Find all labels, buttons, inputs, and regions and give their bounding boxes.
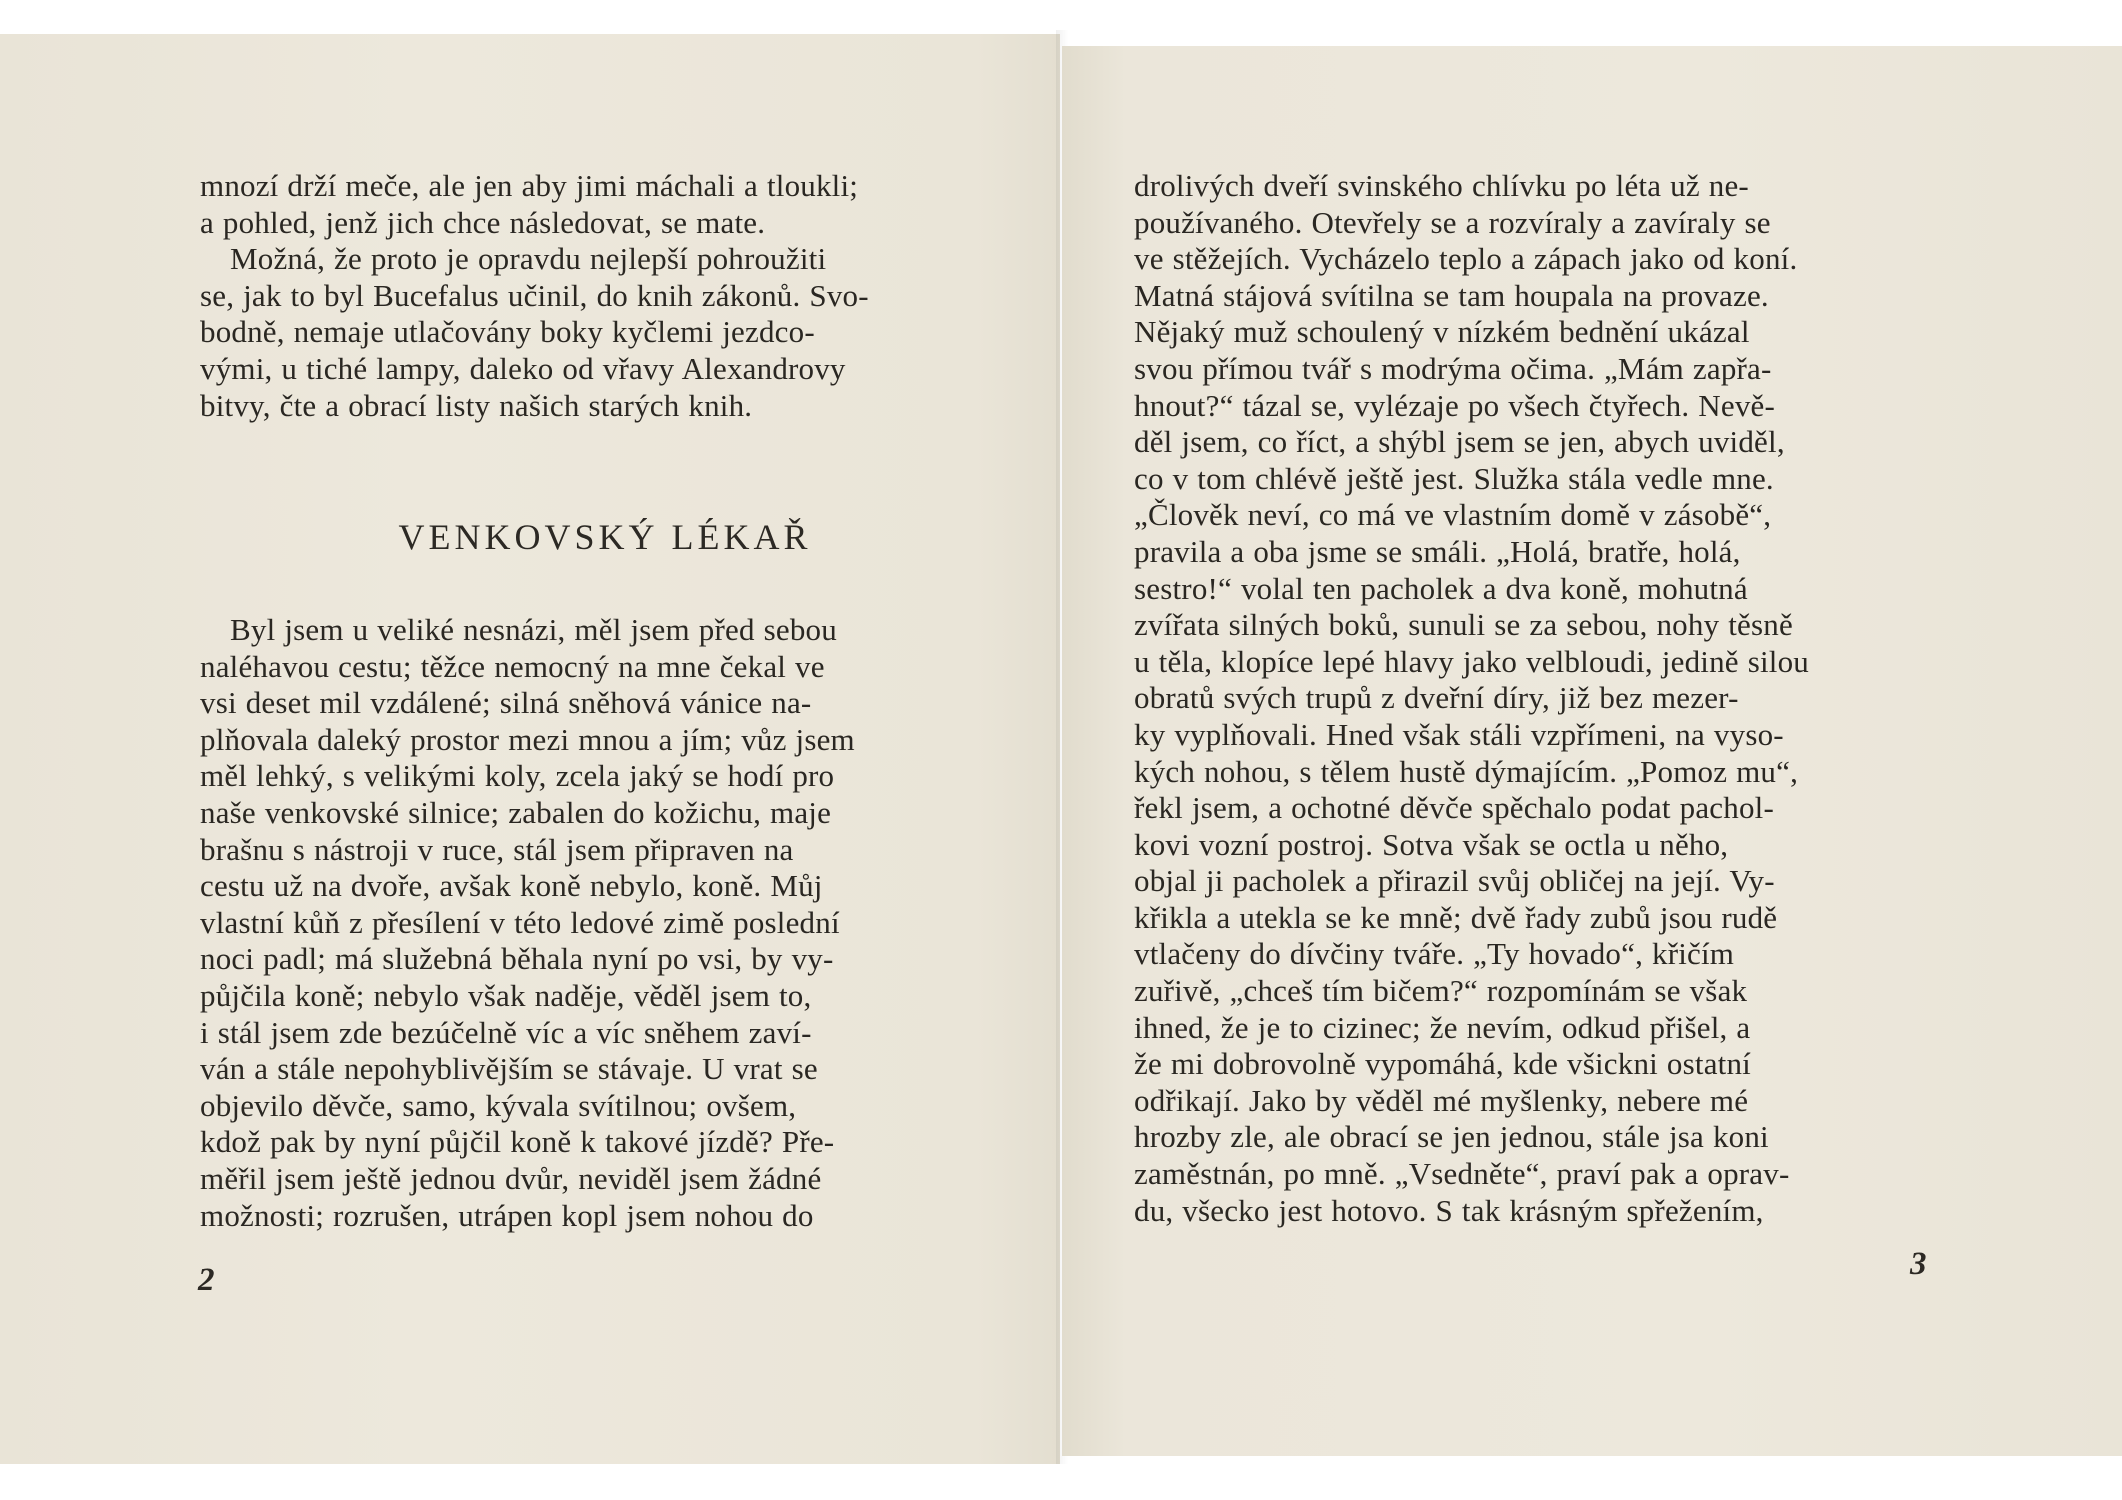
text-line: brašnu s nástroji v ruce, stál jsem připraven na [200, 831, 794, 867]
text-line: co v tom chlévě ještě jest. Služka stála vedle mne. [1134, 460, 1774, 496]
text-line: mnozí drží meče, ale jen aby jimi máchali a tloukli; [200, 168, 859, 203]
text-line: a pohled, jenž jich chce následovat, se mate. [200, 204, 766, 240]
text-line: ihned, že je to cizinec; že nevím, odkud přišel, a [1134, 1009, 1751, 1045]
text-line: se, jak to byl Bucefalus učinil, do knih zákonů. Svo- [200, 277, 869, 313]
text-line: kovi vozní postroj. Sotva však se octla u něho, [1134, 826, 1729, 862]
text-line: bitvy, čte a obrací listy našich starých knih. [200, 387, 753, 423]
page-number-left: 2 [198, 1262, 215, 1298]
text-line: i stál jsem zde bezúčelně víc a víc sněhem zaví- [200, 1014, 812, 1050]
text-line: objal ji pacholek a přirazil svůj obličej na její. Vy- [1134, 863, 1775, 899]
text-line: hnout?“ tázal se, vylézaje po všech čtyřech. Nevě- [1134, 387, 1775, 423]
text-line: půjčila koně; nebylo však naděje, věděl jsem to, [200, 977, 812, 1013]
text-line: zvířata silných boků, sunuli se za sebou, nohy těsně [1134, 607, 1793, 643]
text-line: noci padl; má služebná běhala nyní po vsi, by vy- [200, 941, 834, 977]
text-line: cestu už na dvoře, avšak koně nebylo, koně. Můj [200, 868, 823, 904]
text-line: děl jsem, co říct, a shýbl jsem se jen, abych uviděl, [1134, 424, 1785, 460]
text-line: křikla a utekla se ke mně; dvě řady zubů jsou rudě [1134, 899, 1778, 935]
text-line: ky vyplňovali. Hned však stáli vzpřímeni, na vyso- [1134, 716, 1784, 752]
text-line: hrozby zle, ale obrací se jen jednou, stále jsa koni [1134, 1119, 1769, 1155]
text-line: Byl jsem u veliké nesnázi, měl jsem před sebou [230, 612, 837, 647]
text-line: že mi dobrovolně vypomáhá, kde všickni ostatní [1134, 1046, 1751, 1082]
text-line: Možná, že proto je opravdu nejlepší pohroužiti [230, 241, 827, 277]
text-line: kdož pak by nyní půjčil koně k takové jízdě? Pře- [200, 1124, 835, 1160]
text-line: odřikají. Jako by věděl mé myšlenky, nebere mé [1134, 1082, 1749, 1118]
text-line: bodně, nemaje utlačovány boky kyčlemi jezdco- [200, 314, 815, 350]
text-line: ván a stále nepohyblivějším se stávaje. U vrat se [200, 1051, 818, 1087]
text-line: kých nohou, s tělem hustě dýmajícím. „Pomoz mu“, [1134, 753, 1799, 789]
text-line: obratů svých trupů z dveřní díry, již bez mezer- [1134, 680, 1739, 716]
left-page-story-text [200, 612, 1010, 1234]
text-line: používaného. Otevřely se a rozvíraly a zavíraly se [1134, 204, 1771, 240]
left-page-intro-text [200, 168, 1010, 424]
text-line: vlastní kůň z přesílení v této ledové zimě poslední [200, 904, 840, 940]
chapter-heading: VENKOVSKÝ LÉKAŘ [398, 517, 812, 557]
text-line: objevilo děvče, samo, kývala svítilnou; ovšem, [200, 1087, 797, 1123]
right-page [1062, 46, 2122, 1456]
text-line: možnosti; rozrušen, utrápen kopl jsem nohou do [200, 1197, 814, 1233]
text-line: zaměstnán, po mně. „Vsedněte“, praví pak a oprav- [1134, 1156, 1790, 1192]
text-line: plňovala daleký prostor mezi mnou a jím; vůz jsem [200, 721, 855, 757]
text-line: měřil jsem ještě jednou dvůr, neviděl jsem žádné [200, 1160, 822, 1196]
text-line: vými, u tiché lampy, daleko od vřavy Alexandrovy [200, 350, 846, 386]
text-line: „Člověk neví, co má ve vlastním domě v zásobě“, [1134, 497, 1772, 533]
text-line: vsi deset mil vzdálené; silná sněhová vánice na- [200, 685, 812, 721]
right-page-text [1134, 168, 2004, 1229]
text-line: ve stěžejích. Vycházelo teplo a zápach jako od koní. [1134, 241, 1798, 277]
text-line: svou přímou tvář s modrýma očima. „Mám zapřa- [1134, 350, 1772, 386]
text-line: zuřivě, „chceš tím bičem?“ rozpomínám se však [1134, 973, 1748, 1009]
text-line: naléhavou cestu; těžce nemocný na mne čekal ve [200, 648, 825, 684]
text-line: Matná stájová svítilna se tam houpala na provaze. [1134, 277, 1769, 313]
text-line: sestro!“ volal ten pacholek a dva koně, mohutná [1134, 570, 1748, 606]
text-line: měl lehký, s velikými koly, zcela jaký se hodí pro [200, 758, 835, 794]
text-line: Nějaký muž schoulený v nízkém bednění ukázal [1134, 314, 1750, 350]
text-line: u těla, klopíce lepé hlavy jako velbloudi, jedině silou [1134, 643, 1809, 679]
left-page [0, 34, 1060, 1464]
text-line: du, všecko jest hotovo. S tak krásným spřežením, [1134, 1192, 1764, 1228]
page-number-right: 3 [1910, 1246, 1927, 1282]
text-line: drolivých dveří svinského chlívku po léta už ne- [1134, 168, 1749, 203]
text-line: naše venkovské silnice; zabalen do kožichu, maje [200, 794, 832, 830]
text-line: pravila a oba jsme se smáli. „Holá, bratře, holá, [1134, 533, 1741, 569]
text-line: vtlačeny do dívčiny tváře. „Ty hovado“, křičím [1134, 936, 1735, 972]
text-line: řekl jsem, a ochotné děvče spěchalo podat pachol- [1134, 790, 1774, 826]
